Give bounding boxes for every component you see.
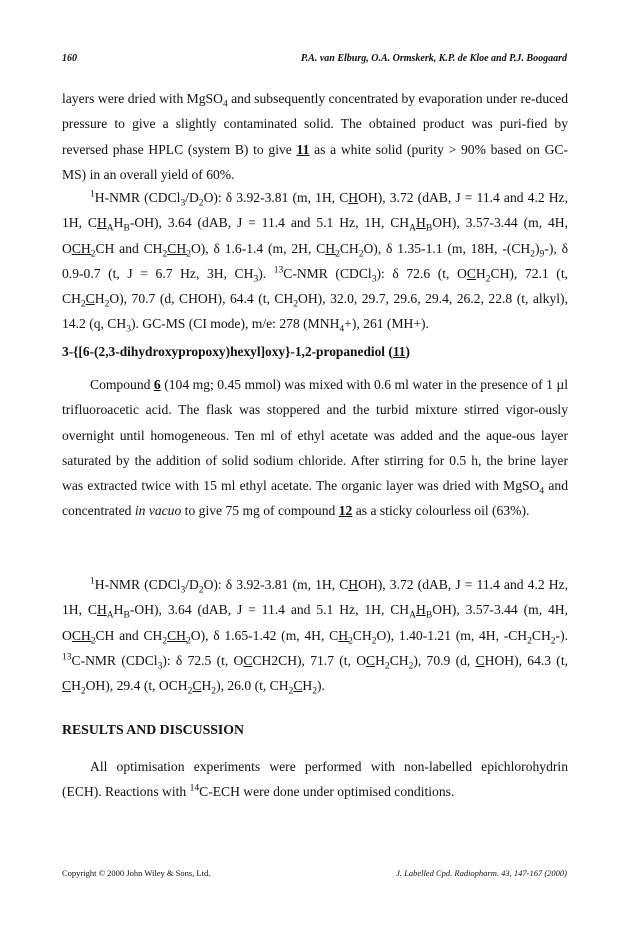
underlined-h: $CH_2$	[71, 240, 96, 260]
text-run: CH and CH	[95, 240, 163, 256]
underlined-c: C	[243, 652, 253, 668]
underlined-h: $CH_2$	[167, 627, 191, 647]
page-number: 160	[62, 53, 77, 64]
compound-ref-11: 11	[392, 344, 406, 359]
underlined-h: $H_A$	[96, 215, 114, 235]
underlined-c: C	[466, 265, 476, 281]
text-run: O), 70.7 (d, CHOH), 64.4 (t, CH	[109, 291, 294, 307]
text-run: -).	[555, 627, 568, 643]
underlined-h: $H_2$	[325, 240, 340, 260]
text-run: ): δ 72.5 (t, O	[162, 652, 244, 668]
subscript: 4	[222, 99, 228, 110]
text-run: OH), 3.57-3.44 (m, 4H, O	[62, 215, 568, 256]
text-run: CH	[531, 627, 551, 643]
text-run: ). GC-MS (CI mode), m/e: 278 (MNH	[130, 316, 340, 332]
text-run: H-NMR (CDCl	[94, 190, 181, 205]
compound-ref-12: 12	[338, 503, 353, 519]
superscript: 1	[90, 189, 95, 200]
text-run: ), 70.9 (d,	[413, 652, 476, 668]
text-run: OH), 32.0, 29.7, 29.6, 29.4, 26.2, 22.8 (t, alkyl), 14.2 (q, CH	[62, 291, 568, 332]
underlined-h: H	[348, 190, 359, 205]
text-run: OH), 3.72 (dAB, J = 11.4 and 4.2 Hz, 1H, C	[62, 577, 568, 618]
text-run: OH), 29.4 (t, OCH	[85, 678, 188, 694]
text-run: CH	[389, 652, 409, 668]
text-run: 3-{[6-(2,3-dihydroxypropoxy)hexyl]oxy}-1,2-propanediol (	[62, 344, 393, 359]
footer-copyright: Copyright © 2000 John Wiley & Sons, Ltd.	[62, 868, 211, 878]
text-run: All optimisation experiments were performed with non-labelled epichlorohydrin (ECH). Reactions with	[62, 759, 568, 800]
underlined-c: C	[475, 652, 485, 668]
text-run: and concentrated	[62, 478, 568, 519]
paragraph-discussion	[62, 754, 568, 805]
text-run: CH	[352, 627, 372, 643]
underlined-c: C	[366, 652, 376, 668]
paragraph-nmr-data-2: $^1$H-NMR $(CDCl_3/D_2O)$: δ 3.92-3.81 (m, 1H, CHOH), 3.72 (dAB, J = 11.4 and 4.2 Hz, 1H, $CH_AH_B-OH$), 3.64 (dAB, J = 11.4 and 5.1 Hz, 1H, $CH_AH_BOH$), 3.57-3.44 (m, 4H, $OCH_2CH$ and $CH_2CH_2O$), δ 1.65-1.42 (m, 4H, $CH_2CH_2O$), 1.40-1.21 (m, 4H, $-CH_2CH_2-$). $^{13}$C-NMR (CDCl$_3$): δ 72.5 (t, OCCH2CH), 71.7 (t, $OCH_2CH_2$), 70.9 (d, CHOH), 64.3 (t, $CH_2OH$), 29.4 (t, $OCH_2CH_2$), 26.0 (t, $CH_2CH_2$).	[62, 576, 569, 697]
text-run: -OH), 3.64 (dAB, J = 11.4 and 5.1 Hz, 1H, CH	[129, 215, 410, 231]
text-run: HOH), 64.3 (t,	[484, 652, 569, 668]
underlined-h: H	[348, 577, 359, 592]
paragraph-continuation	[62, 86, 568, 187]
text-run: ).	[258, 265, 274, 281]
footer-journal-citation: J. Labelled Cpd. Radiopharm. 43, 147-167 (2000)	[396, 868, 567, 878]
text-run: OH), 3.57-3.44 (m, 4H, O	[62, 602, 568, 643]
superscript: 14	[189, 783, 200, 794]
underlined-h: $CH_2$	[71, 627, 96, 647]
text-run: C-NMR (CDCl	[71, 652, 158, 668]
underlined-h: $H_2$	[338, 627, 353, 647]
text-run: O): δ 3.92-3.81 (m, 1H, C	[203, 190, 349, 205]
text-run: +), 261 (MH+).	[344, 316, 429, 332]
text-run: H	[71, 678, 81, 694]
text-run: ).	[317, 678, 325, 694]
subscript: 2	[198, 198, 204, 209]
text-run: ): δ 72.6 (t, O	[376, 265, 467, 281]
underlined-h: $H_B$	[416, 602, 433, 622]
section-heading-results: RESULTS AND DISCUSSION	[62, 722, 244, 737]
italic-term: in vacuo	[134, 503, 182, 519]
text-run: H-NMR (CDCl	[94, 577, 181, 592]
text-run: as a sticky colourless oil (63%).	[352, 503, 530, 519]
underlined-c: C	[293, 678, 303, 694]
running-header-authors: P.A. van Elburg, O.A. Ormskerk, K.P. de Kloe and P.J. Boogaard	[300, 53, 567, 64]
text-run: layers were dried with MgSO	[62, 91, 223, 106]
underlined-c: C	[85, 291, 95, 307]
text-run: to give 75 mg of compound	[181, 503, 339, 519]
text-run: )	[405, 344, 410, 359]
text-run: CH), 72.1 (t, CH	[62, 265, 568, 307]
text-run: CH2CH), 71.7 (t, O	[252, 652, 367, 668]
text-run: /D	[185, 190, 199, 205]
underlined-c: C	[192, 678, 202, 694]
text-run: as a white solid (purity > 90% based on GC-MS) in an overall yield of 60%.	[62, 141, 568, 182]
section-heading-compound	[62, 344, 568, 360]
underlined-h: $CH_2$	[167, 240, 191, 260]
text-run: OH), 3.72 (dAB, J = 11.4 and 4.2 Hz, 1H, C	[62, 190, 568, 231]
text-run: O), δ 1.35-1.1 (m, 18H, -(CH	[363, 240, 531, 256]
underlined-h: $H_A$	[96, 602, 114, 622]
subscript: 4	[539, 486, 545, 497]
text-run: C-ECH were done under optimised conditions.	[199, 784, 455, 800]
underlined-c: C	[62, 678, 72, 694]
text-run: CH and CH	[95, 627, 163, 643]
text-run: )	[535, 240, 540, 256]
text-run: O), δ 1.65-1.42 (m, 4H, C	[190, 627, 339, 643]
compound-ref-6: 6	[153, 377, 161, 392]
subscript: 3	[180, 198, 186, 209]
text-run: O), 1.40-1.21 (m, 4H, -CH	[376, 627, 528, 643]
text-run: CH	[339, 240, 359, 256]
paragraph-nmr-data-1: $^1$H-NMR $(CDCl_3/D_2O)$: δ 3.92-3.81 (m, 1H, CHOH), 3.72 (dAB, J = 11.4 and 4.2 Hz, 1H, $CH_AH_B-OH$), 3.64 (dAB, J = 11.4 and 5.1 Hz, 1H, $CH_AH_BOH$), 3.57-3.44 (m, 4H, $OCH_2CH$ and $CH_2CH_2O$), δ 1.6-1.4 (m, 2H, $CH_2CH_2O$), δ 1.35-1.1 (m, 18H, $-(CH_2)_9-$), δ 0.9-0.7 (t, J = 6.7 Hz, 3H, $CH_3$). $^{13}$C-NMR (CDCl$_3$): δ 72.6 (t, $OCH_2CH$), 72.1 (t, $CH_2CH_2O$), 70.7 (d, CHOH), 64.4 (t, $CH_2OH$), 32.0, 29.7, 29.6, 29.4, 26.2, 22.8 (t, alkyl), 14.2 (q, $CH_3$). GC-MS (CI mode), m/e: 278 $(MNH_4+)$, 261 (MH+).	[62, 189, 568, 336]
superscript: 1	[90, 576, 95, 587]
text-run: and subsequently concentrated by evaporation under re-duced pressure to give a slightly contaminated solid. The obtained product was puri-fied by reversed phase HPLC (system B) to give	[62, 91, 568, 157]
paragraph-procedure	[62, 372, 568, 524]
underlined-h: $H_B$	[416, 215, 433, 235]
compound-ref-11: 11	[296, 141, 310, 157]
text-run: Compound	[90, 377, 154, 392]
text-run: C-NMR (CDCl	[283, 265, 372, 281]
text-run: -), δ 0.9-0.7 (t, J = 6.7 Hz, 3H, CH	[62, 240, 568, 281]
text-run: (104 mg; 0.45 mmol) was mixed with 0.6 ml water in the presence of 1 µl trifluoroacetic acid. The flask was stoppered and the turbid mixture stirred vigor-ously overnight until homogeneous. Ten ml of ethyl acetate was added and the aque-ous layer saturated by the addition of solid sodium chloride. After stirring for 0.5 h, the brine layer was extracted twice with 15 ml ethyl acetate. The organic layer was dried with MgSO	[62, 377, 568, 494]
text-run: /D	[185, 577, 199, 592]
text-run: O): δ 3.92-3.81 (m, 1H, C	[203, 577, 349, 592]
text-run: ), 26.0 (t, CH	[216, 678, 289, 694]
text-run: O), δ 1.6-1.4 (m, 2H, C	[190, 240, 326, 256]
text-run: -OH), 3.64 (dAB, J = 11.4 and 5.1 Hz, 1H, CH	[129, 602, 410, 618]
